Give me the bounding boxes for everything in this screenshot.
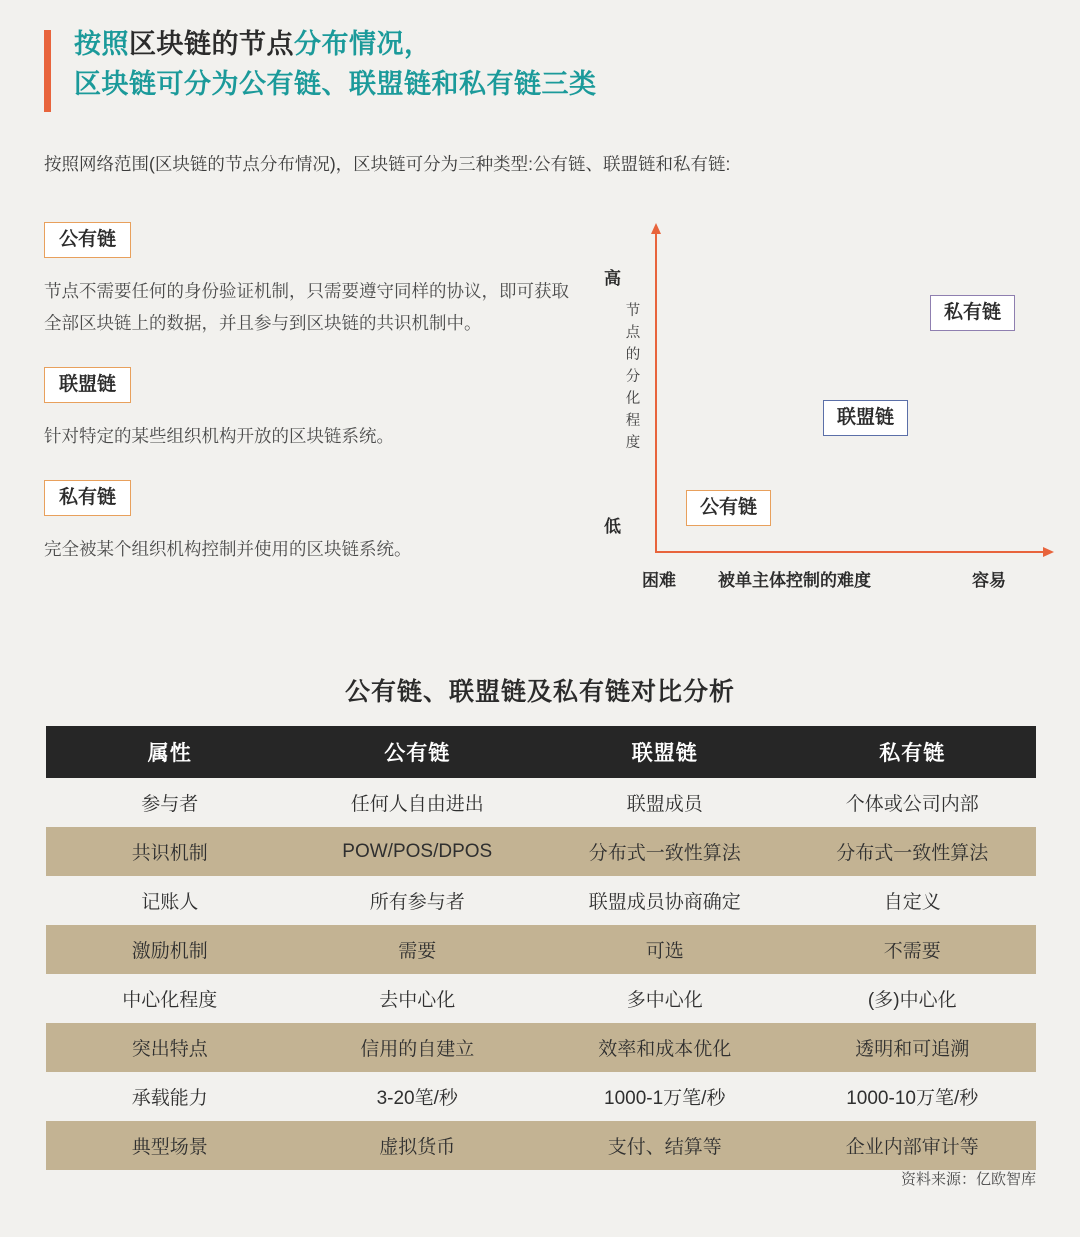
table-cell: (多)中心化 xyxy=(867,990,957,1011)
table-cell: 个体或公司内部 xyxy=(845,794,979,815)
header-line-2: 区块链可分为公有链、联盟链和私有链三类 xyxy=(74,69,597,99)
table-row xyxy=(46,1023,1036,1072)
spacer-2 xyxy=(44,452,584,480)
table-cell: 记账人 xyxy=(141,892,199,913)
definition-note-public: 节点不需要任何的身份验证机制，只需要遵守同样的协议，即可获取全部区块链上的数据，并且参与到区块链的共识机制中。 xyxy=(44,281,569,333)
table-cell: 3-20笔/秒 xyxy=(376,1088,458,1109)
table-cell: 典型场景 xyxy=(46,1121,294,1170)
table-cell: 联盟成员 xyxy=(626,794,703,815)
definition-public xyxy=(44,222,584,339)
table-cell: POW/POS/DPOS xyxy=(294,827,542,876)
intro-paragraph: 按照网络范围(区块链的节点分布情况)，区块链可分为三种类型:公有链、联盟链和私有链: xyxy=(44,154,731,174)
definition-note-consortium: 针对特定的某些组织机构开放的区块链系统。 xyxy=(44,426,394,446)
table-cell: 中心化程度 xyxy=(122,990,218,1011)
table-cell: 所有参与者 xyxy=(369,892,465,913)
header-line-1 xyxy=(74,24,1044,64)
table-cell: 自定义 xyxy=(883,892,941,913)
table-cell: 可选 xyxy=(541,925,789,974)
table-header-row xyxy=(46,726,1036,778)
table-header-private: 私有链 xyxy=(789,726,1037,778)
chart-x-tick-right: 容易 xyxy=(972,571,1006,590)
chart-x-tick-left: 困难 xyxy=(642,571,676,590)
table-cell: 联盟成员协商确定 xyxy=(588,892,741,913)
table-row xyxy=(46,1121,1036,1170)
table-cell: 承载能力 xyxy=(131,1088,208,1109)
spacer-1 xyxy=(44,339,584,367)
definition-tag-public: 公有链 xyxy=(44,222,131,258)
table-cell: 任何人自由进出 xyxy=(350,794,484,815)
table-cell: 虚拟货币 xyxy=(294,1121,542,1170)
page-header xyxy=(44,24,1044,104)
chart-x-axis-label: 被单主体控制的难度 xyxy=(718,571,871,590)
table-cell: 需要 xyxy=(294,925,542,974)
table-cell: 信用的自建立 xyxy=(294,1023,542,1072)
chart-y-axis xyxy=(655,232,657,552)
source-note: 资料来源：亿欧智库 xyxy=(900,1171,1036,1188)
header-line-1-part-c: 分布情况， xyxy=(294,29,432,59)
table-header-public: 公有链 xyxy=(294,726,542,778)
table-cell: 支付、结算等 xyxy=(541,1121,789,1170)
chart-point-private: 私有链 xyxy=(930,295,1015,331)
chart-x-axis xyxy=(655,551,1045,553)
positioning-chart xyxy=(600,222,1052,612)
table-header-consortium: 联盟链 xyxy=(541,726,789,778)
table-row xyxy=(46,1072,1036,1121)
table-cell: 分布式一致性算法 xyxy=(789,827,1037,876)
table-row xyxy=(46,778,1036,827)
definition-tag-private: 私有链 xyxy=(44,480,131,516)
table-cell: 企业内部审计等 xyxy=(789,1121,1037,1170)
chart-y-tick-high: 高 xyxy=(604,269,621,288)
definition-note-private: 完全被某个组织机构控制并使用的区块链系统。 xyxy=(44,539,412,559)
header-accent-bar xyxy=(44,30,51,112)
table-row xyxy=(46,925,1036,974)
table-cell: 不需要 xyxy=(789,925,1037,974)
header-line-1-part-a: 按照 xyxy=(74,29,129,59)
table-cell: 共识机制 xyxy=(46,827,294,876)
table-cell: 激励机制 xyxy=(46,925,294,974)
definitions-column xyxy=(44,222,584,565)
definition-consortium xyxy=(44,367,584,452)
header-line-1-emphasis: 区块链的节点 xyxy=(129,29,294,59)
table-header-attribute: 属性 xyxy=(46,726,294,778)
chart-y-tick-low: 低 xyxy=(604,517,621,536)
table-cell: 突出特点 xyxy=(46,1023,294,1072)
header-text-block xyxy=(74,24,1044,104)
table-cell: 1000-1万笔/秒 xyxy=(604,1088,726,1109)
table-cell: 分布式一致性算法 xyxy=(541,827,789,876)
definition-private xyxy=(44,480,584,565)
chart-point-consortium: 联盟链 xyxy=(823,400,908,436)
table-cell: 效率和成本优化 xyxy=(541,1023,789,1072)
table-cell: 1000-10万笔/秒 xyxy=(846,1088,979,1109)
table-cell: 参与者 xyxy=(141,794,199,815)
table-row xyxy=(46,974,1036,1023)
table-cell: 多中心化 xyxy=(626,990,703,1011)
table-cell: 去中心化 xyxy=(379,990,456,1011)
definition-tag-consortium: 联盟链 xyxy=(44,367,131,403)
comparison-table xyxy=(46,726,1036,1170)
table-row xyxy=(46,876,1036,925)
chart-point-public: 公有链 xyxy=(686,490,771,526)
chart-y-axis-label: 节点的分化程度 xyxy=(625,303,641,451)
table-cell: 透明和可追溯 xyxy=(789,1023,1037,1072)
table-row xyxy=(46,827,1036,876)
table-title: 公有链、联盟链及私有链对比分析 xyxy=(344,678,735,706)
